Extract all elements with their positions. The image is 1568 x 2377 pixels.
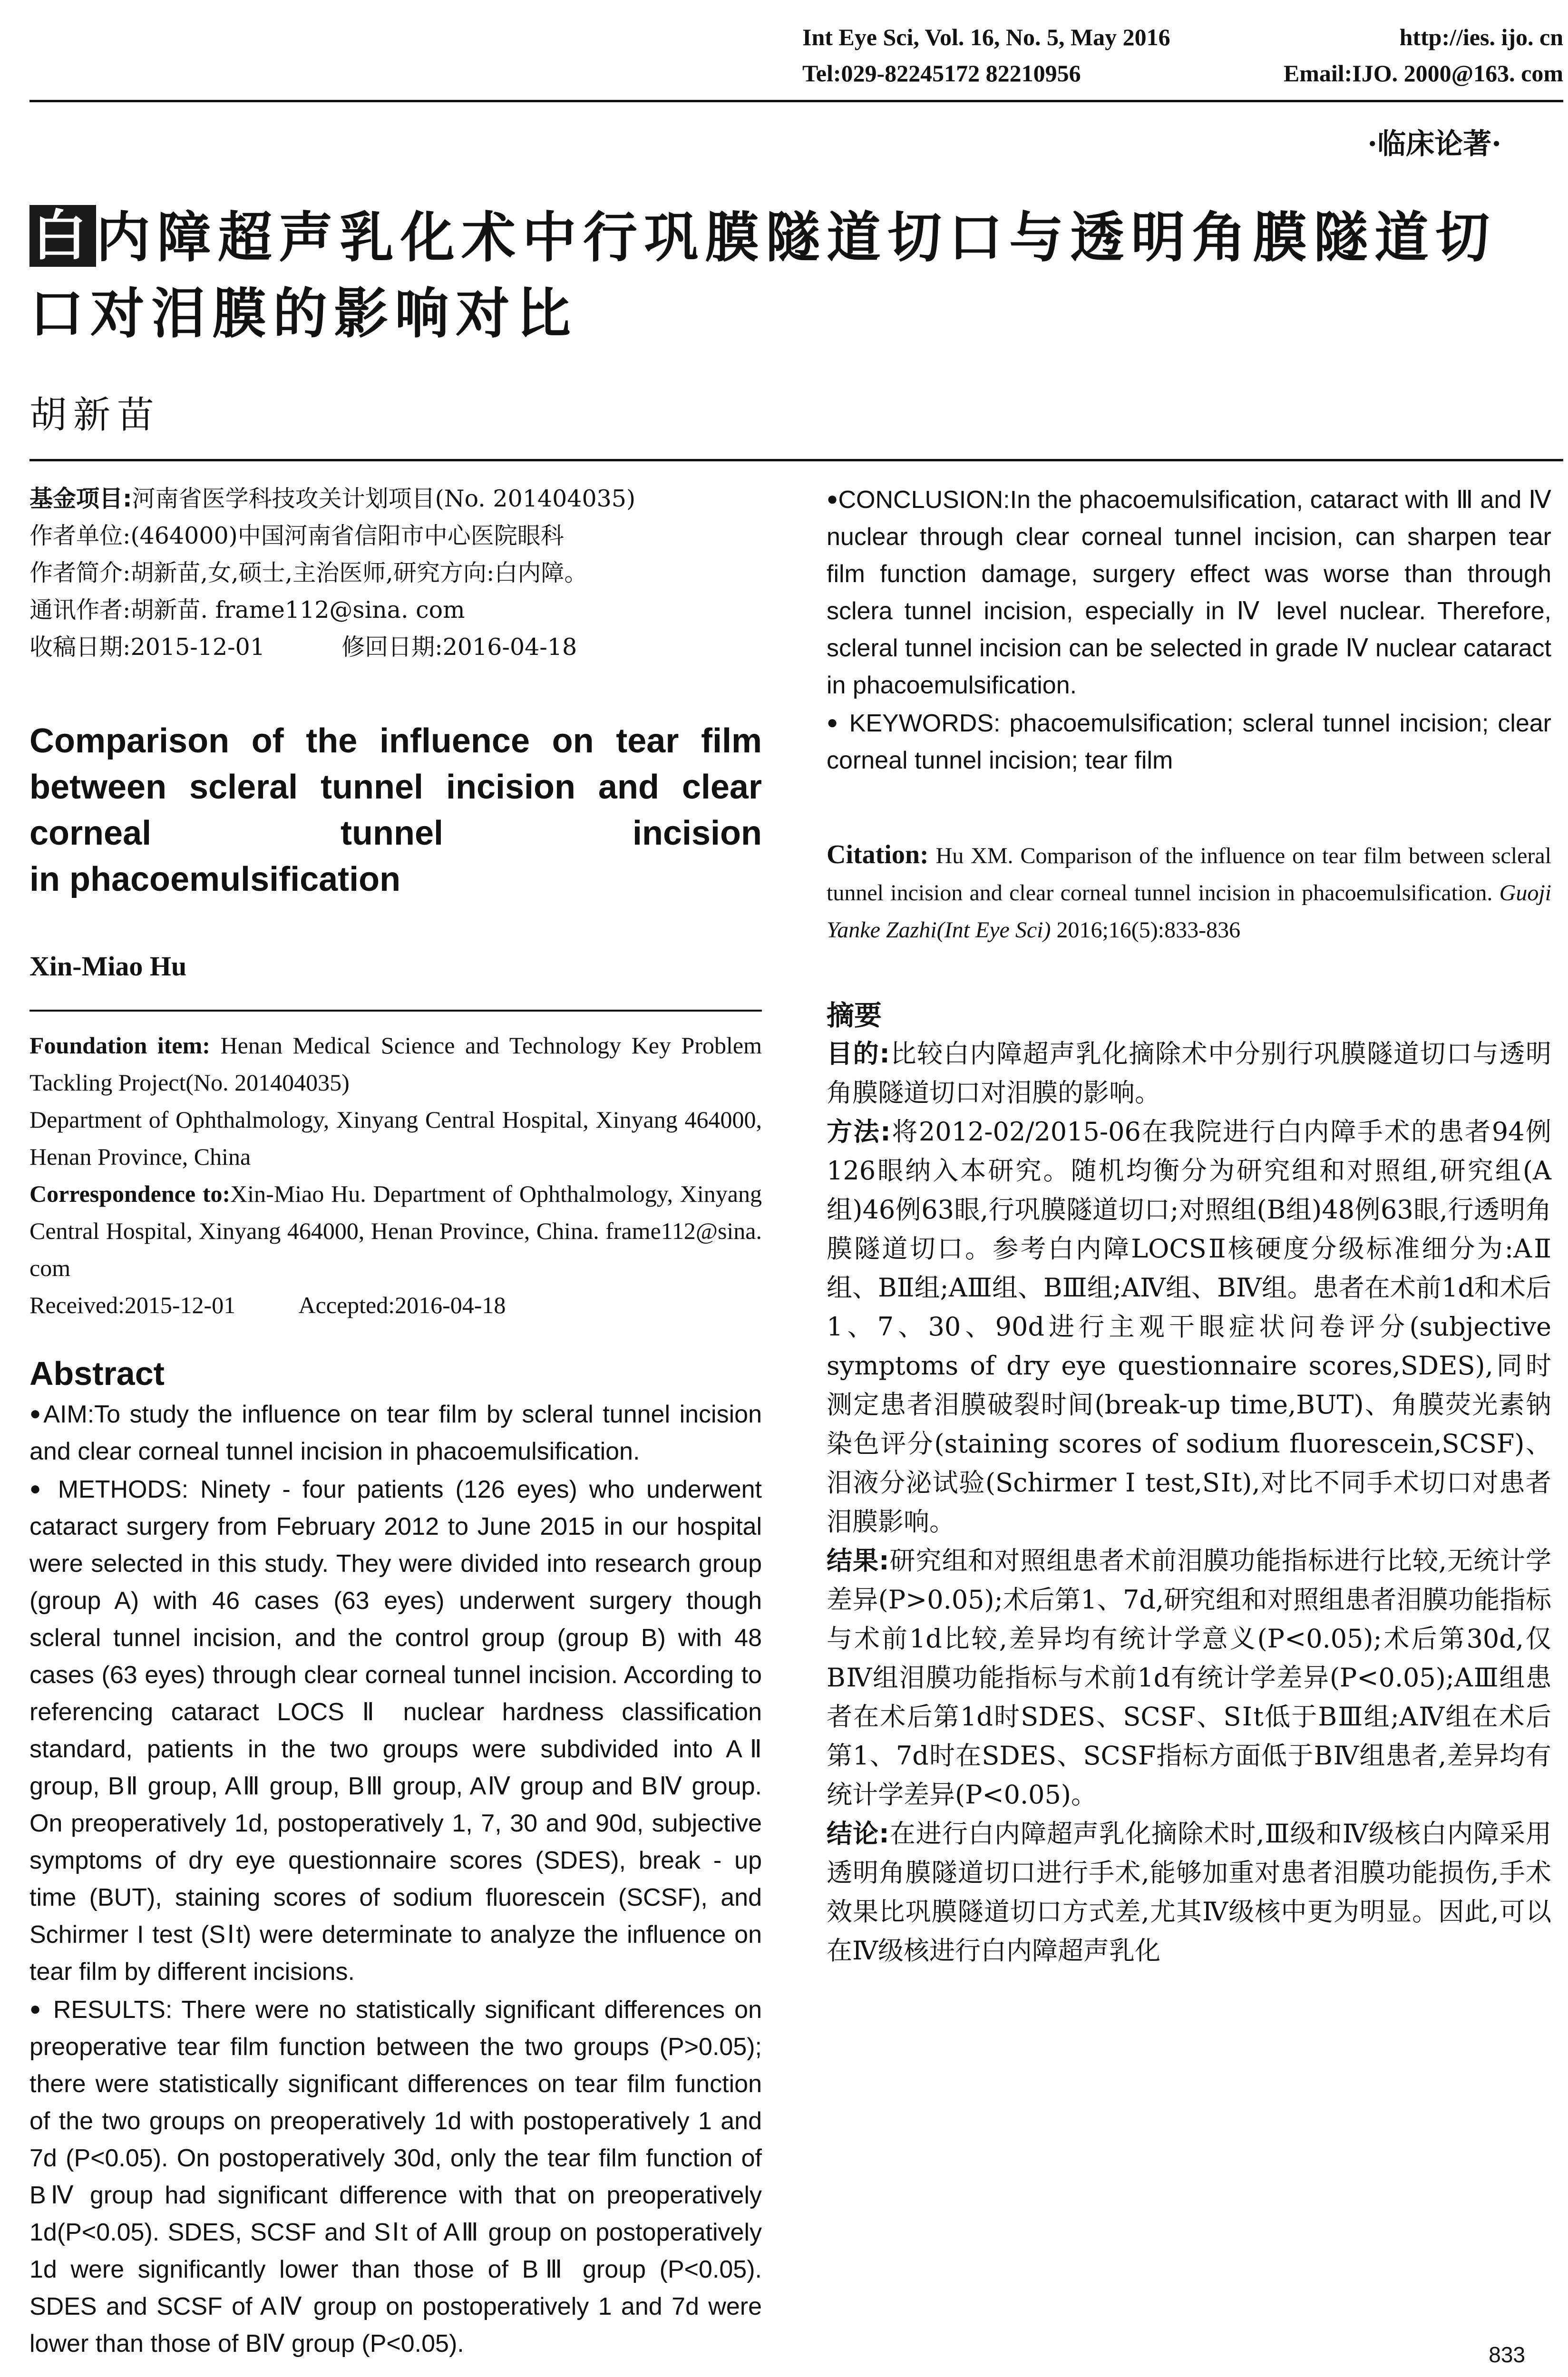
received-label: 收稿日期: <box>29 633 131 661</box>
english-author: Xin-Miao Hu <box>29 951 187 982</box>
bullet-icon: ● <box>827 712 840 733</box>
foundation-text: Henan Medical Science and Technology Key Problem Tackling Project(No. 201404035) <box>29 1032 762 1096</box>
author-divider <box>29 1010 762 1012</box>
zh-abstract-body <box>827 1034 1551 1970</box>
paper-title <box>29 200 1551 352</box>
page-number: 833 <box>1489 2342 1525 2367</box>
journal-email[interactable]: Email:IJO. 2000@163. com <box>1283 60 1563 87</box>
en-title-line: corneal tunnel incision <box>29 814 762 852</box>
corr-text: 胡新苗. frame112@sina. com <box>130 596 465 623</box>
abstract-methods: METHODS: Ninety - four patients (126 eyes) who underwent cataract surgery from February 2012 to June 2015 in our hospital were selected in this study. They were divided into research group (group A) with 46 cases (63 eyes) underwent surgery though scleral tunnel incision, and the control group (group B) with 48 cases (63 eyes) through clear corneal tunnel incision. According to referencing cataract LOCS Ⅱ nuclear hardness classification standard, patients in the two groups were subdivided into AⅡ group, BⅡ group, AⅢ group, BⅢ group, AⅣ group and BⅣ group. On preoperatively 1d, postoperatively 1, 7, 30 and 90d, subjective symptoms of dry eye questionnaire scores (SDES), break - up time (BUT), staining scores of sodium fluorescein (SCSF), and Schirmer I test (SⅠt) were determinate to analyze the influence on tear film by different incisions. <box>29 1476 762 1986</box>
left-column <box>29 480 762 2362</box>
journal-tel: Tel:029-82245172 82210956 <box>802 60 1081 87</box>
abstract-aim: AIM:To study the influence on tear film by scleral tunnel incision and clear corneal tunnel incision in phacoemulsification. <box>29 1401 762 1465</box>
zh-methods: 将2012-02/2015-06在我院进行白内障手术的患者94例126眼纳入本研究。随机均衡分为研究组和对照组,研究组(A组)46例63眼,行巩膜隧道切口;对照组(B组)48例63眼,行透明角膜隧道切口。参考白内障LOCSⅡ核硬度分级标准细分为:AⅡ组、BⅡ组;AⅢ组、BⅢ组;AⅣ组、BⅣ组。患者在术前1d和术后1、7、30、90d进行主观干眼症状问卷评分(subjective symptoms of dry eye questionnaire scores,SDES),同时测定患者泪膜破裂时间(break-up time,BUT)、角膜荧光素钠染色评分(staining scores of sodium fluorescein,SCSF)、泪液分泌试验(Schirmer Ⅰ test,SⅠt),对比不同手术切口对患者泪膜影响。 <box>827 1117 1551 1537</box>
right-column <box>827 480 1551 1970</box>
title-dropcap: 白 <box>29 205 96 267</box>
accepted-en: Accepted:2016-04-18 <box>298 1292 506 1318</box>
english-title <box>29 718 762 903</box>
bullet-icon: ● <box>29 1478 46 1499</box>
abstract-results: RESULTS: There were no statistically significant differences on preoperative tear film function between the two groups (P>0.05); there were statistically significant differences on tear film function of the two groups on preoperatively 1d with postoperatively 1 and 7d (P<0.05). On postoperatively 30d, only the tear film function of BⅣ group had significant difference with that on preoperatively 1d(P<0.05). SDES, SCSF and SⅠt of AⅢ group on postoperatively 1d were significantly lower than those of BⅢ group (P<0.05). SDES and SCSF of AⅣ group on postoperatively 1 and 7d were lower than those of BⅣ group (P<0.05). <box>29 1996 762 2358</box>
abstract-body-left <box>29 1395 762 2362</box>
zh-conclusion-label: 结论: <box>827 1819 889 1849</box>
citation <box>827 836 1551 949</box>
journal-line: Int Eye Sci, Vol. 16, No. 5, May 2016 <box>802 24 1170 50</box>
fund-label: 基金项目: <box>29 485 132 512</box>
zh-conclusion: 在进行白内障超声乳化摘除术时,Ⅲ级和Ⅳ级核白内障采用透明角膜隧道切口进行手术,能够加重对患者泪膜功能损伤,手术效果比巩膜隧道切口方式差,尤其Ⅳ级核中更为明显。因此,可以在Ⅳ级核进行白内障超声乳化 <box>827 1819 1551 1966</box>
bio-label: 作者简介: <box>29 559 131 586</box>
received-en: Received:2015-12-01 <box>29 1292 236 1318</box>
unit-label: 作者单位: <box>29 522 131 549</box>
received-date: 2015-12-01 <box>130 633 265 661</box>
zh-results-label: 结果: <box>827 1546 889 1576</box>
zh-results: 研究组和对照组患者术前泪膜功能指标进行比较,无统计学差异(P>0.05);术后第1、7d,研究组和对照组患者泪膜功能指标与术前1d比较,差异均有统计学意义(P<0.05);术后第30d,仅BⅣ组泪膜功能指标与术前1d有统计学差异(P<0.05);AⅢ组患者在术后第1d时SDES、SCSF、SⅠt低于BⅢ组;AⅣ组在术后第1、7d时在SDES、SCSF指标方面低于BⅣ组患者,差异均有统计学差异(P<0.05)。 <box>827 1546 1551 1810</box>
correspondence-text: Xin-Miao Hu. Department of Ophthalmology, Xinyang Central Hospital, Xinyang 464000, Henan Province, China. frame112@sina. com <box>29 1180 762 1281</box>
citation-journal: Guoji Yanke Zazhi(Int Eye Sci) <box>827 880 1552 943</box>
abstract-conclusion: CONCLUSION:In the phacoemulsification, cataract with Ⅲ and Ⅳ nuclear through clear corneal tunnel incision, can sharpen tear film function damage, surgery effect was worse than through sclera tunnel incision, especially in Ⅳ level nuclear. Therefore, scleral tunnel incision can be selected in grade Ⅳ nuclear cataract in phacoemulsification. <box>827 486 1551 699</box>
correspondence-label: Correspondence to: <box>29 1180 231 1207</box>
revised-date: 2016-04-18 <box>442 633 577 661</box>
zh-aim: 比较白内障超声乳化摘除术中分别行巩膜隧道切口与透明角膜隧道切口对泪膜的影响。 <box>827 1039 1551 1108</box>
foundation-label: Foundation item: <box>29 1032 210 1059</box>
unit-text: (464000)中国河南省信阳市中心医院眼科 <box>130 522 564 549</box>
zh-abstract-heading: 摘要 <box>827 999 882 1032</box>
en-title-line: Comparison of the influence on tear film <box>29 722 762 760</box>
abstract-keywords: KEYWORDS: phacoemulsification; scleral tunnel incision; clear corneal tunnel incision; tear film <box>827 710 1551 774</box>
bullet-icon: ● <box>827 488 838 509</box>
en-title-line: between scleral tunnel incision and clear <box>29 768 762 806</box>
abstract-body-right <box>827 480 1551 779</box>
citation-label: Citation: <box>827 840 929 869</box>
header-divider <box>29 100 1563 102</box>
author-cn: 胡新苗 <box>29 394 161 437</box>
abstract-heading: Abstract <box>29 1355 165 1392</box>
english-meta <box>29 1027 762 1324</box>
meta-cn <box>29 480 762 666</box>
running-header <box>802 19 1563 91</box>
citation-text: Hu XM. Comparison of the influence on tear film between scleral tunnel incision and clear corneal tunnel incision in phacoemulsification. <box>827 843 1552 906</box>
zh-methods-label: 方法: <box>827 1117 891 1147</box>
department-text: Department of Ophthalmology, Xinyang Central Hospital, Xinyang 464000, Henan Province, China <box>29 1106 762 1170</box>
bullet-icon: ● <box>29 1998 44 2019</box>
fund-text: 河南省医学科技攻关计划项目(No. 201404035) <box>132 485 636 512</box>
section-tag: ·临床论著· <box>1367 127 1501 161</box>
corr-label: 通讯作者: <box>29 596 131 623</box>
en-title-line: in phacoemulsification <box>29 860 401 898</box>
journal-url[interactable]: http://ies. ijo. cn <box>1399 24 1563 50</box>
zh-aim-label: 目的: <box>827 1039 890 1069</box>
title-divider <box>29 459 1563 461</box>
revised-label: 修回日期: <box>341 633 443 661</box>
citation-tail: 2016;16(5):833-836 <box>1056 917 1241 943</box>
bullet-icon: ● <box>29 1403 44 1424</box>
title-text: 内障超声乳化术中行巩膜隧道切口与透明角膜隧道切口对泪膜的影响对比 <box>29 206 1497 345</box>
bio-text: 胡新苗,女,硕士,主治医师,研究方向:白内障。 <box>130 559 588 586</box>
